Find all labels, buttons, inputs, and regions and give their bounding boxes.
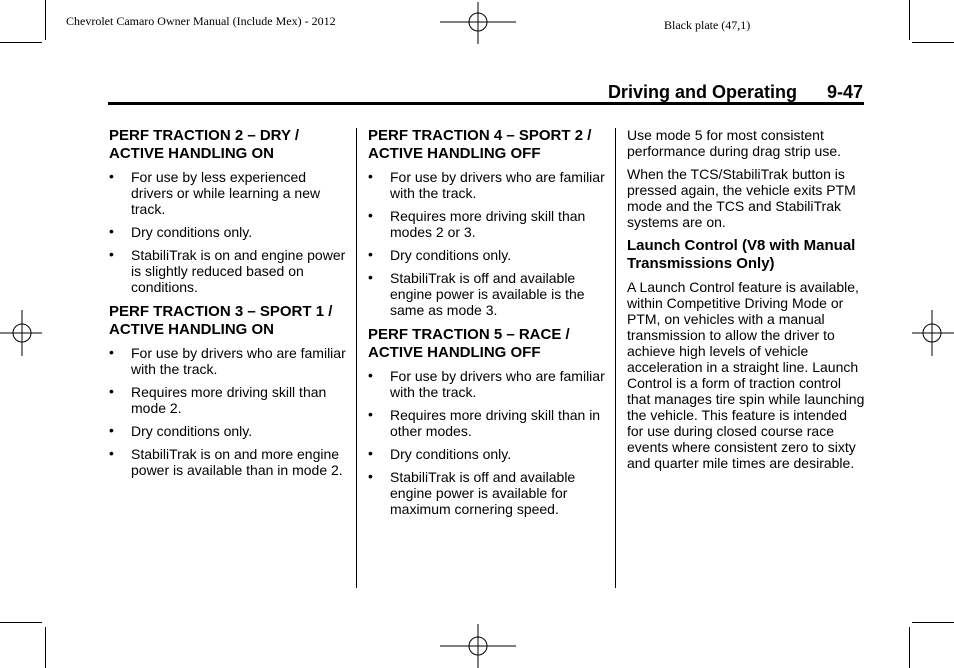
list-item: • For use by drivers who are familiar with the track. <box>368 367 605 400</box>
list-item: • Dry conditions only. <box>109 422 253 439</box>
mode-bullet-list <box>109 345 347 478</box>
bullet-icon: • <box>368 367 373 383</box>
registration-mark-top-icon <box>440 2 516 44</box>
mode-heading: PERF TRACTION 5 – RACE / ACTIVE HANDLING OFF <box>368 326 570 361</box>
bullet-icon: • <box>109 445 114 461</box>
column-1 <box>109 127 347 486</box>
column-divider <box>356 128 357 588</box>
mode-section <box>368 127 606 318</box>
mode-heading: PERF TRACTION 4 – SPORT 2 / ACTIVE HANDLING OFF <box>368 127 592 162</box>
plate-label: Black plate (47,1) <box>664 18 751 32</box>
bullet-icon: • <box>368 269 373 285</box>
mode-section <box>109 303 347 478</box>
list-item: • Dry conditions only. <box>368 445 512 462</box>
column-3 <box>627 127 865 478</box>
body-paragraph: When the TCS/StabiliTrak button is pressed again, the vehicle exits PTM mode and the TCS and StabiliTrak systems are on. <box>627 166 856 230</box>
column-2 <box>368 127 606 525</box>
body-paragraph: Use mode 5 for most consistent performance during drag strip use. <box>627 127 841 159</box>
bullet-icon: • <box>368 207 373 223</box>
registration-mark-right-icon <box>912 310 954 356</box>
list-item: • StabiliTrak is off and available engine power is available is the same as mode 3. <box>368 269 585 318</box>
list-item: • For use by drivers who are familiar with the track. <box>368 168 605 201</box>
registration-mark-left-icon <box>0 310 42 356</box>
mode-section <box>109 127 347 295</box>
list-item: • Dry conditions only. <box>368 246 512 263</box>
launch-control-heading: Launch Control (V8 with Manual Transmissions Only) <box>627 237 856 272</box>
list-item: • StabiliTrak is on and engine power is slightly reduced based on conditions. <box>109 246 346 295</box>
mode-bullet-list <box>368 169 606 318</box>
list-item: • StabiliTrak is off and available engine power is available for maximum cornering speed. <box>368 468 576 517</box>
column-divider <box>615 128 616 588</box>
section-title: Driving and Operating <box>607 82 797 102</box>
page-number: 9-47 <box>826 82 863 102</box>
list-item: • Requires more driving skill than modes 2 or 3. <box>368 207 586 240</box>
header-rule <box>108 102 864 105</box>
mode-bullet-list <box>109 169 347 295</box>
list-item: • StabiliTrak is on and more engine power is available than in mode 2. <box>109 445 343 478</box>
list-item: • For use by less experienced drivers or while learning a new track. <box>109 168 321 217</box>
mode-section <box>368 326 606 517</box>
bullet-icon: • <box>109 223 114 239</box>
list-item: • For use by drivers who are familiar with the track. <box>109 344 346 377</box>
bullet-icon: • <box>368 246 373 262</box>
bullet-icon: • <box>109 422 114 438</box>
bullet-icon: • <box>109 246 114 262</box>
plate-title: Chevrolet Camaro Owner Manual (Include Mex) - 2012 <box>66 14 336 28</box>
mode-heading: PERF TRACTION 3 – SPORT 1 / ACTIVE HANDLING ON <box>109 303 333 338</box>
list-item: • Dry conditions only. <box>109 223 253 240</box>
bullet-icon: • <box>368 168 373 184</box>
registration-mark-bottom-icon <box>440 624 516 668</box>
list-item: • Requires more driving skill than in other modes. <box>368 406 601 439</box>
bullet-icon: • <box>109 344 114 360</box>
bullet-icon: • <box>109 168 114 184</box>
launch-control-paragraph: A Launch Control feature is available, within Competitive Driving Mode or PTM, on vehicles with a manual transmission to allow the driver to achieve high levels of vehicle acceleration in a straight line. Launch Control is a form of traction control that manages tire spin while launching the vehicle. This feature is intended for use during closed course race events where consistent zero to sixty and quarter mile times are desirable. <box>627 279 865 471</box>
mode-bullet-list <box>368 368 606 517</box>
bullet-icon: • <box>368 406 373 422</box>
list-item: • Requires more driving skill than mode 2. <box>109 383 327 416</box>
bullet-icon: • <box>368 468 373 484</box>
bullet-icon: • <box>109 383 114 399</box>
mode-heading: PERF TRACTION 2 – DRY / ACTIVE HANDLING ON <box>109 127 300 162</box>
section-header <box>608 82 863 103</box>
bullet-icon: • <box>368 445 373 461</box>
